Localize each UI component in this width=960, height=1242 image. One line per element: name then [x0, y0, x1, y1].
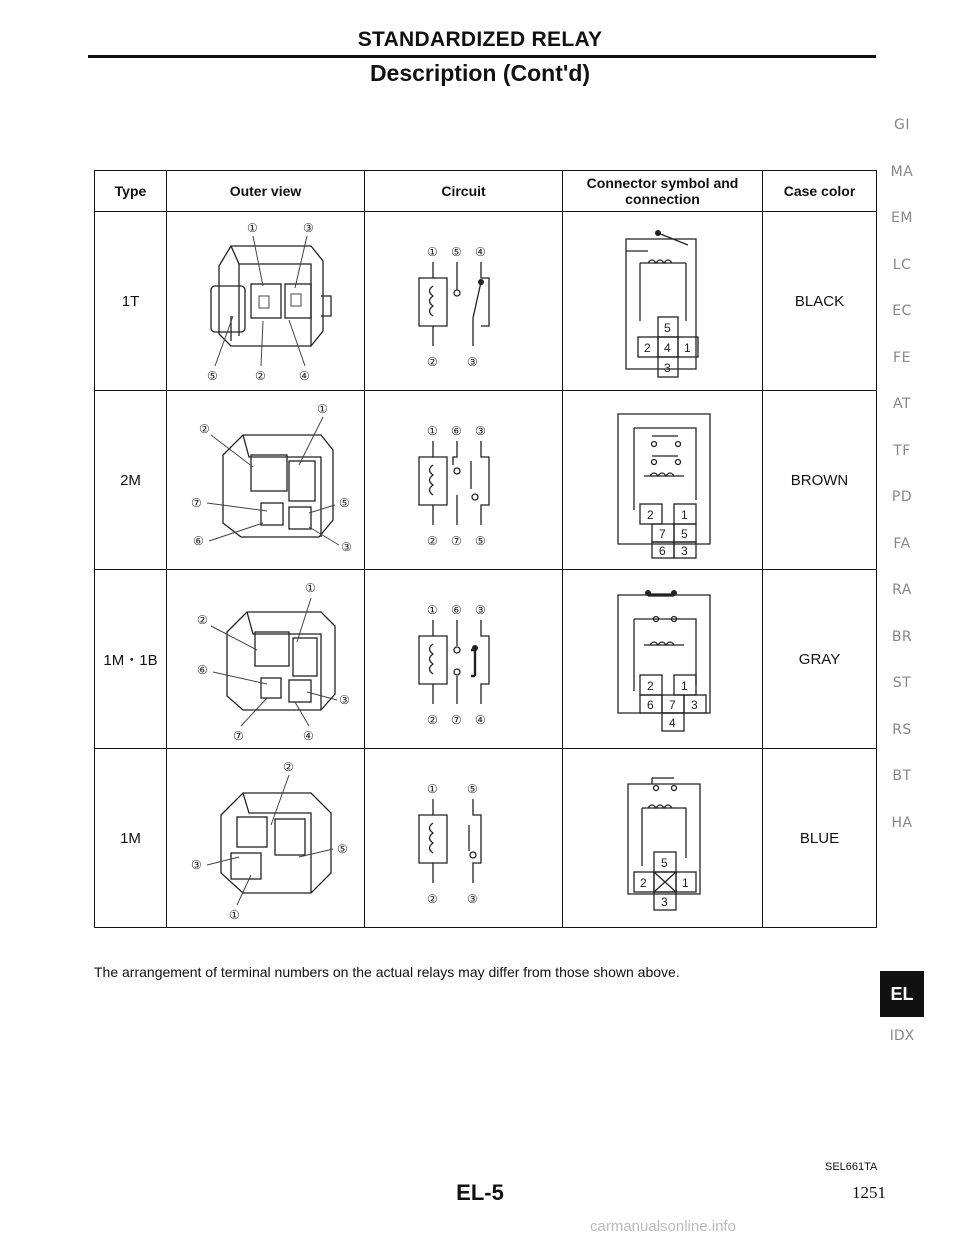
col-header-outer-view: Outer view: [167, 171, 365, 212]
watermark: carmanualsonline.info: [590, 1218, 736, 1235]
connector-pin: 3: [660, 895, 668, 909]
footnote: The arrangement of terminal numbers on the actual relays may differ from those shown above.: [94, 964, 680, 980]
circuit-cell: [365, 391, 563, 570]
section-tab-ra[interactable]: RA: [892, 582, 912, 598]
section-tab-lc[interactable]: LC: [892, 256, 912, 273]
connector-pin: 1: [683, 341, 691, 355]
circuit-terminal-label: ②: [426, 534, 438, 548]
connector-pin: 3: [690, 698, 698, 712]
case-color-cell: BLACK: [763, 212, 877, 391]
section-tab-gi[interactable]: GI: [894, 117, 910, 133]
relay-outer-view-drawing: [171, 216, 361, 386]
relay-outer-view-drawing: [171, 395, 361, 565]
case-color-cell: GRAY: [763, 570, 877, 749]
connector-pin: 1: [680, 679, 688, 693]
circuit-terminal-label: ⑦: [450, 534, 462, 548]
terminal-label: ⑥: [192, 534, 204, 548]
connector-pin: 7: [658, 527, 666, 541]
connector-pin: 6: [658, 544, 666, 558]
col-header-connector: Connector symbol and connection: [563, 171, 763, 212]
table-row: [95, 749, 877, 928]
terminal-label: ①: [304, 581, 316, 595]
connector-pin: 1: [681, 876, 689, 890]
connector-cell: [563, 749, 763, 928]
terminal-label: ④: [298, 369, 310, 383]
figure-code: SEL661TA: [825, 1161, 878, 1173]
connector-pin: 5: [663, 321, 671, 335]
connector-pin: 2: [646, 508, 654, 522]
circuit-cell: [365, 570, 563, 749]
table-row: [95, 570, 877, 749]
terminal-label: ⑦: [232, 729, 244, 743]
circuit-cell: [365, 749, 563, 928]
terminal-label: ②: [196, 613, 208, 627]
section-tab-tf[interactable]: TF: [893, 442, 911, 459]
outer-view-cell: [167, 749, 365, 928]
circuit-cell: [365, 212, 563, 391]
page-title: STANDARDIZED RELAY: [357, 28, 603, 51]
type-cell: 2M: [95, 391, 167, 570]
section-index-tabs: [880, 102, 924, 846]
circuit-terminal-label: ④: [474, 713, 486, 727]
circuit-terminal-label: ⑦: [450, 713, 462, 727]
circuit-terminal-label: ②: [426, 713, 438, 727]
section-tab-ma[interactable]: MA: [890, 163, 914, 180]
circuit-terminal-label: ④: [474, 245, 486, 259]
circuit-terminal-label: ⑤: [474, 534, 486, 548]
relay-outer-view-drawing: [171, 753, 361, 923]
type-cell: 1T: [95, 212, 167, 391]
section-tab-rs[interactable]: RS: [892, 721, 912, 738]
col-header-case-color: Case color: [763, 171, 877, 212]
page-number: 1251: [852, 1183, 886, 1202]
terminal-label: ⑤: [206, 369, 218, 383]
connector-pin: 1: [680, 508, 688, 522]
section-tab-bt[interactable]: BT: [892, 768, 912, 784]
relay-outer-view-drawing: [171, 574, 361, 744]
terminal-label: ①: [316, 402, 328, 416]
connector-diagram: [588, 758, 738, 918]
terminal-label: ③: [302, 221, 314, 235]
outer-view-cell: [167, 570, 365, 749]
circuit-terminal-label: ⑤: [466, 782, 478, 796]
terminal-label: ②: [254, 369, 266, 383]
case-color-cell: BLUE: [763, 749, 877, 928]
relay-circuit-diagram: [389, 405, 539, 555]
connector-pin: 2: [639, 876, 647, 890]
relay-circuit-diagram: [389, 584, 539, 734]
table-header-row: [95, 171, 877, 212]
connector-diagram: [588, 579, 738, 739]
section-tab-at[interactable]: AT: [892, 396, 912, 412]
section-tab-br[interactable]: BR: [891, 628, 913, 645]
circuit-terminal-label: ⑥: [450, 603, 462, 617]
connector-pin: 4: [668, 716, 676, 730]
circuit-terminal-label: ③: [466, 355, 478, 369]
connector-diagram: [588, 221, 738, 381]
connector-pin: 3: [680, 544, 688, 558]
terminal-label: ①: [246, 221, 258, 235]
terminal-label: ③: [340, 540, 352, 554]
section-tab-ha[interactable]: HA: [891, 814, 913, 831]
terminal-label: ①: [228, 908, 240, 922]
terminal-label: ④: [302, 729, 314, 743]
col-header-circuit: Circuit: [365, 171, 563, 212]
type-cell: 1M: [95, 749, 167, 928]
connector-cell: [563, 391, 763, 570]
circuit-terminal-label: ①: [426, 603, 438, 617]
outer-view-cell: [167, 212, 365, 391]
circuit-terminal-label: ③: [474, 424, 486, 438]
terminal-label: ⑦: [190, 496, 202, 510]
connector-cell: [563, 570, 763, 749]
circuit-terminal-label: ③: [466, 892, 478, 906]
section-tab-fa[interactable]: FA: [893, 535, 911, 552]
col-header-type: Type: [95, 171, 167, 212]
connector-pin: 6: [646, 698, 654, 712]
circuit-terminal-label: ③: [474, 603, 486, 617]
terminal-label: ②: [198, 422, 210, 436]
relay-circuit-diagram: [389, 763, 539, 913]
circuit-terminal-label: ②: [426, 892, 438, 906]
circuit-terminal-label: ⑤: [450, 245, 462, 259]
section-tab-el-active[interactable]: EL: [880, 971, 924, 1017]
connector-pin: 4: [663, 341, 671, 355]
terminal-label: ⑥: [196, 663, 208, 677]
case-color-cell: BROWN: [763, 391, 877, 570]
outer-view-cell: [167, 391, 365, 570]
connector-diagram: [588, 400, 738, 560]
connector-pin: 5: [680, 527, 688, 541]
terminal-label: ⑤: [336, 842, 348, 856]
section-tab-ec[interactable]: EC: [892, 303, 912, 319]
connector-pin: 5: [660, 856, 668, 870]
table-row: [95, 212, 877, 391]
connector-cell: [563, 212, 763, 391]
type-cell: 1M・1B: [95, 570, 167, 749]
connector-pin: 2: [646, 679, 654, 693]
circuit-terminal-label: ①: [426, 424, 438, 438]
table-row: [95, 391, 877, 570]
circuit-terminal-label: ②: [426, 355, 438, 369]
page-subtitle: Description (Cont'd): [369, 60, 591, 86]
connector-pin: 2: [643, 341, 651, 355]
header-rule: [88, 55, 876, 58]
section-tab-st[interactable]: ST: [892, 675, 912, 691]
page-id: EL-5: [456, 1180, 504, 1205]
relay-table: [94, 170, 877, 928]
section-tab-idx[interactable]: IDX: [889, 1028, 915, 1044]
connector-pin: 3: [663, 361, 671, 375]
section-tab-pd[interactable]: PD: [891, 489, 913, 505]
circuit-terminal-label: ①: [426, 782, 438, 796]
connector-pin: 7: [668, 698, 676, 712]
circuit-terminal-label: ⑥: [450, 424, 462, 438]
section-tab-fe[interactable]: FE: [893, 349, 911, 366]
terminal-label: ③: [338, 693, 350, 707]
terminal-label: ⑤: [338, 496, 350, 510]
relay-circuit-diagram: [389, 226, 539, 376]
terminal-label: ②: [282, 760, 294, 774]
section-tab-em[interactable]: EM: [891, 210, 913, 226]
circuit-terminal-label: ①: [426, 245, 438, 259]
terminal-label: ③: [190, 858, 202, 872]
